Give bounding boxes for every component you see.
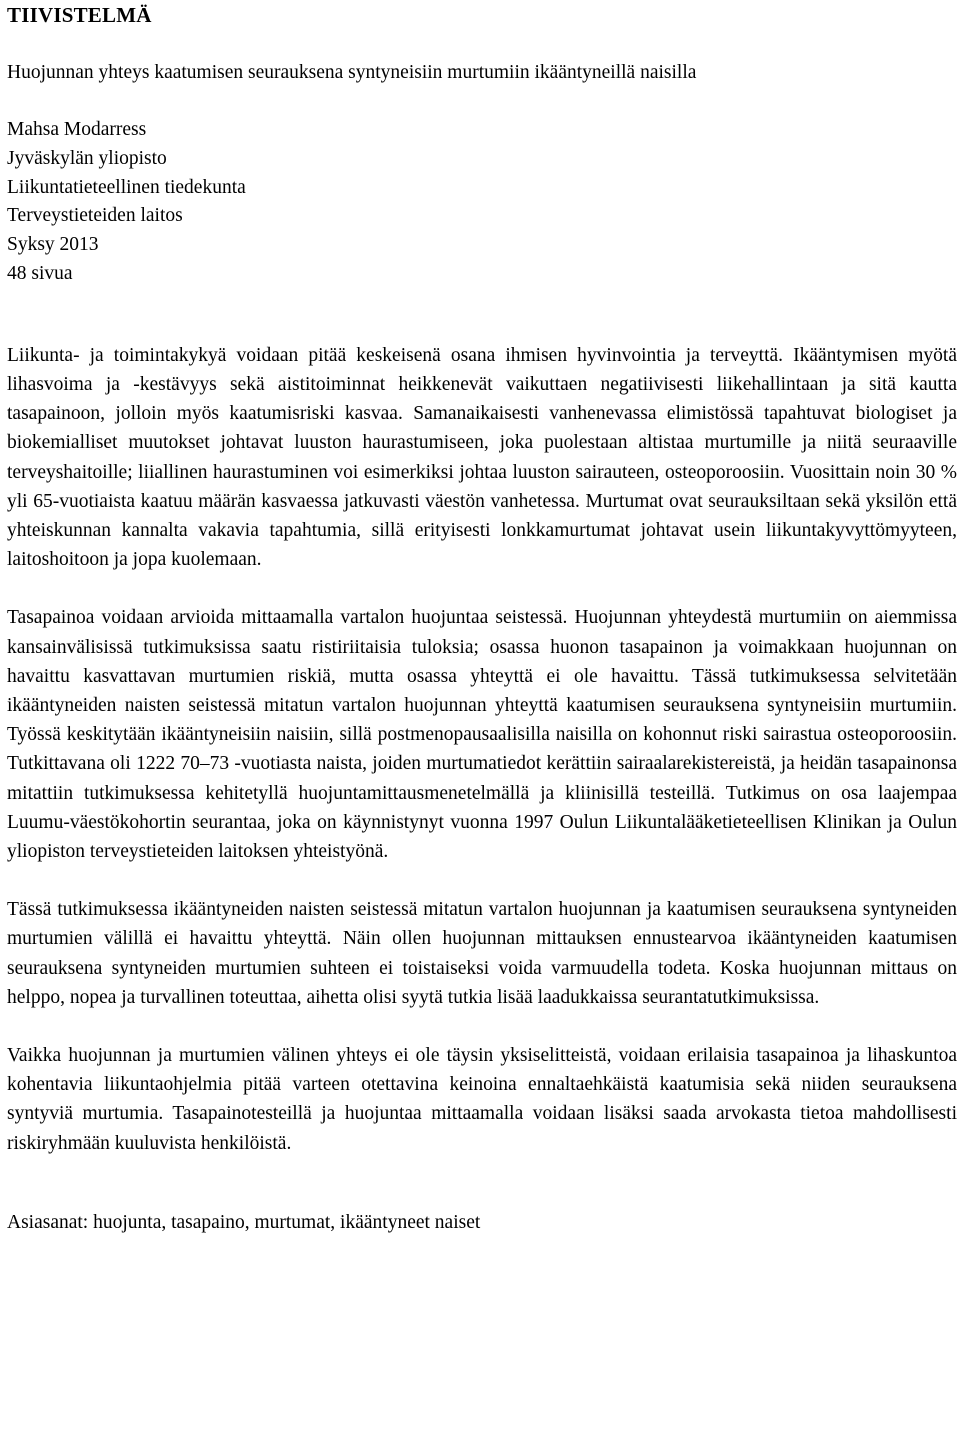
university-name: Jyväskylän yliopisto [7,147,167,169]
abstract-paragraph-1: Liikunta- ja toimintakykyä voidaan pitää keskeisenä osana ihmisen hyvinvointia ja terveyttä. Ikääntymisen myötä lihasvoima ja -kestävyys sekä aistitoiminnat heikkenevät vaikuttaen negatiivisesti liikehallintaan ja sitä kautta tasapainoon, jolloin myös kaatumisriski kasvaa. Samanaikaisesti vanhenevassa elimistössä tapahtuvat biologiset ja biokemialliset muutokset johtavat luuston haurastumiseen, joka puolestaan altistaa murtumille ja niitä seuraaville terveyshaitoille; liiallinen haurastuminen voi esimerkiksi johtaa luuston sairauteen, osteoporoosiin. Vuosittain noin 30 % yli 65-vuotiaista kaatuu määrän kasvaessa jatkuvasti väestön vanhetessa. Murtumat ovat seurauksiltaan sekä yksilön että yhteiskunnan kannalta vakavia tapahtumia, sillä erityisesti lonkkamurtumat johtavat usein liikuntakyvyttömyyteen, laitoshoitoon ja jopa kuolemaan. [7,344,957,571]
thesis-title: Huojunnan yhteys kaatumisen seurauksena syntyneisiin murtumiin ikääntyneillä naisilla [7,62,697,83]
document-title: TIIVISTELMÄ [7,3,152,27]
keywords: Asiasanat: huojunta, tasapaino, murtumat, ikääntyneet naiset [7,1211,481,1233]
abstract-paragraph-4: Vaikka huojunnan ja murtumien välinen yhteys ei ole täysin yksiselitteistä, voidaan erilaisia tasapainoa ja lihaskuntoa kohentavia liikuntaohjelmia pitää varteen otettavina keinoina ennaltaehkäistä kaatumisia sekä niiden seurauksena syntyviä murtumia. Tasapainotesteillä ja huojuntaa mittaamalla voidaan lisäksi saada arvokasta tietoa mahdollisesti riskiryhmään kuuluvista henkilöistä. [7,1045,957,1154]
page-count: 48 sivua [7,262,73,284]
document-page [7,0,957,1237]
abstract-paragraph-2: Tasapainoa voidaan arvioida mittaamalla vartalon huojuntaa seistessä. Huojunnan yhteydestä murtumiin on aiemmissa kansainvälisissä tutkimuksissa saatu ristiriitaisia tuloksia; osassa huonon tasapainon ja voimakkaan huojunnan on havaittu kasvattavan murtumien riskiä, mutta osassa yhteyttä ei ole havaittu. Tässä tutkimuksessa selvitetään ikääntyneiden naisten seistessä mitatun vartalon huojunnan yhteyttä kaatumisen seurauksena syntyneisiin murtumiin. Työssä keskitytään ikääntyneisiin naisiin, sillä postmenopausaalisilla naisilla on kohonnut riski sairastua osteoporoosiin. Tutkittavana oli 1222 70–73 -vuotiasta naista, joiden murtumatiedot kerättiin sairaalarekistereistä, ja heidän tasapainonsa mitattiin tutkimuksessa kehitetyllä huojuntamittausmenetelmällä ja kliinisillä testeillä. Tutkimus on osa laajempaa Luumu-väestökohortin seurantaa, joka on käynnistynyt vuonna 1997 Oulun Liikuntalääketieteellisen Klinikan ja Oulun yliopiston terveystieteiden laitoksen yhteistyönä. [7,607,957,863]
faculty-name: Liikuntatieteellinen tiedekunta [7,176,246,198]
abstract-paragraph-3: Tässä tutkimuksessa ikääntyneiden naisten seistessä mitatun vartalon huojunnan ja kaatumisen seurauksena syntyneiden murtumien välillä ei havaittu yhteyttä. Näin ollen huojunnan mittauksen ennustearvoa ikääntyneiden kaatumisen seurauksena syntyneiden murtumien suhteen ei toistaiseksi voida varmuudella todeta. Koska huojunnan mittaus on helppo, nopea ja turvallinen toteuttaa, aihetta olisi syytä tutkia lisää laadukkaissa seurantatutkimuksissa. [7,899,957,1008]
term-label: Syksy 2013 [7,234,99,256]
thesis-metadata [7,116,957,289]
author-name: Mahsa Modarress [7,119,147,140]
department-name: Terveystieteiden laitos [7,205,183,227]
